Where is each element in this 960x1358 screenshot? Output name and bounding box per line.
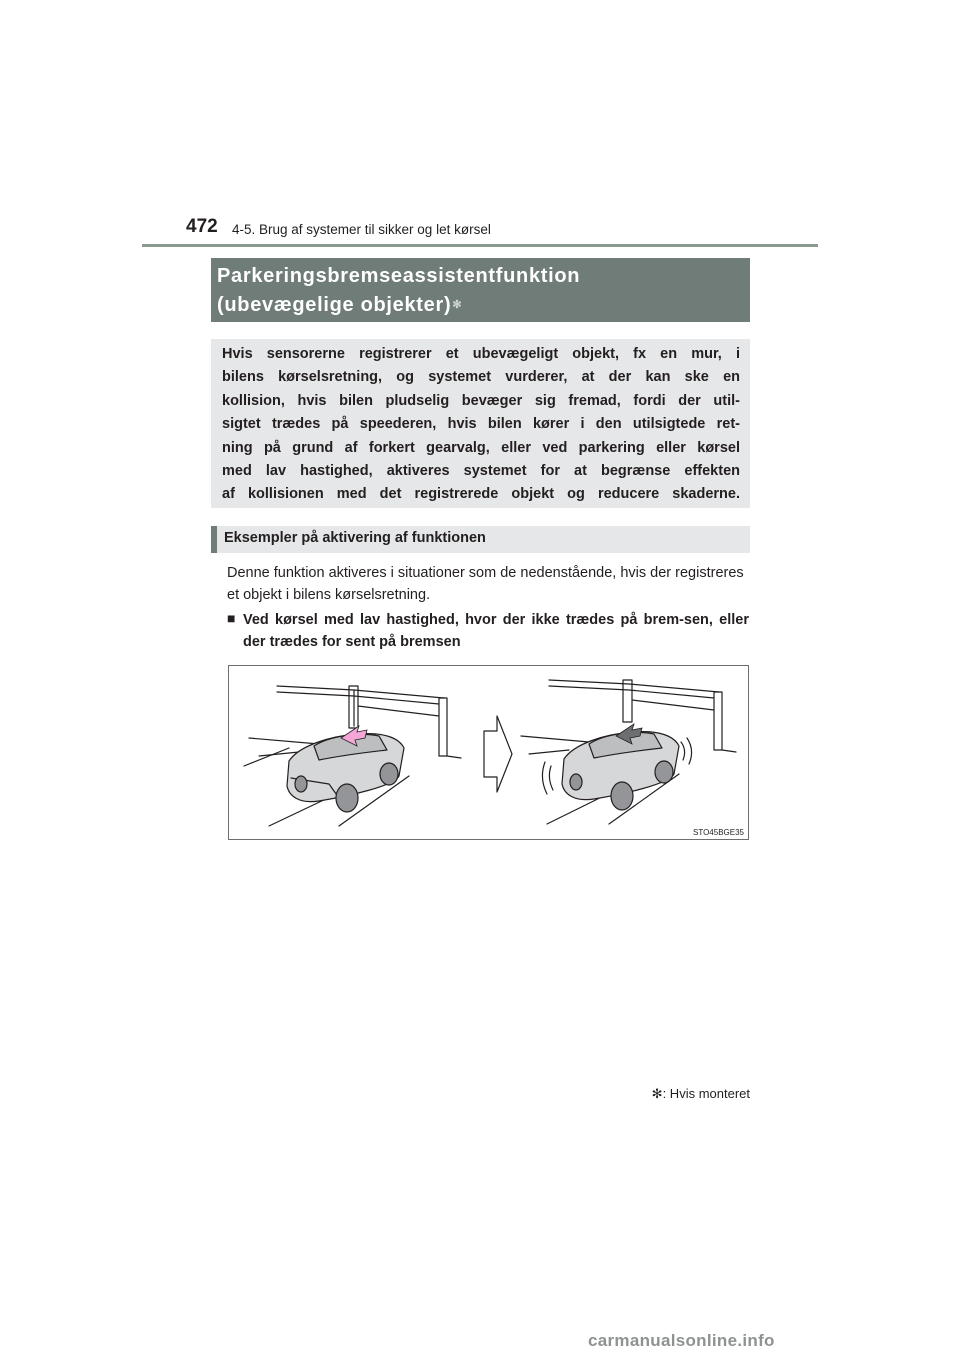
header-rule [142, 244, 818, 247]
page-number: 472 [186, 216, 218, 237]
title-line-2-text: (ubevægelige objekter) [217, 294, 452, 316]
footnote-star-icon: ✻ [651, 1086, 663, 1101]
bullet-square-icon: ■ [227, 610, 236, 626]
intro-box [211, 339, 750, 508]
figure-code: STO45BGE35 [693, 828, 744, 837]
subsection-heading [211, 526, 750, 553]
title-line-1: Parkeringsbremseassistentfunktion [217, 265, 581, 287]
intro-line: med lav hastighed, aktiveres systemet for at begrænse effekten [222, 463, 740, 480]
intro-line: sigtet trædes på speederen, hvis bilen kører i den utilsigtede ret- [222, 416, 740, 433]
intro-line: bilens kørselsretning, og systemet vurderer, at der kan ske en [222, 369, 740, 386]
footnote-text: : Hvis monteret [662, 1086, 750, 1101]
watermark: carmanualsonline.info [588, 1331, 775, 1350]
section-title-box [211, 258, 750, 322]
illustration-figure [228, 665, 749, 840]
intro-line: kollision, hvis bilen pludselig bevæger sig fremad, fordi der util- [222, 392, 740, 409]
optional-star-icon: ✻ [452, 299, 463, 311]
intro-line: af kollisionen med det registrerede objekt og reducere skaderne. [222, 486, 740, 503]
section-body: Denne funktion aktiveres i situationer som de nedenstående, hvis der registreres et objekt i bilens kørselsretning. [227, 565, 744, 603]
bullet-text: Ved kørsel med lav hastighed, hvor der ikke trædes på brem-sen, eller der trædes for sent på bremsen [243, 612, 749, 650]
chapter-title: 4-5. Brug af systemer til sikker og let kørsel [232, 222, 491, 237]
parking-illustration [229, 666, 748, 839]
footnote [652, 1086, 750, 1102]
title-line-2 [217, 291, 750, 320]
subsection-heading-text: Eksempler på aktivering af funktionen [224, 530, 486, 546]
intro-line: Hvis sensorerne registrerer et ubevægeligt objekt, fx en mur, i [222, 346, 740, 362]
intro-line: ning på grund af forkert gearvalg, eller ved parkering eller kørsel [222, 439, 740, 456]
